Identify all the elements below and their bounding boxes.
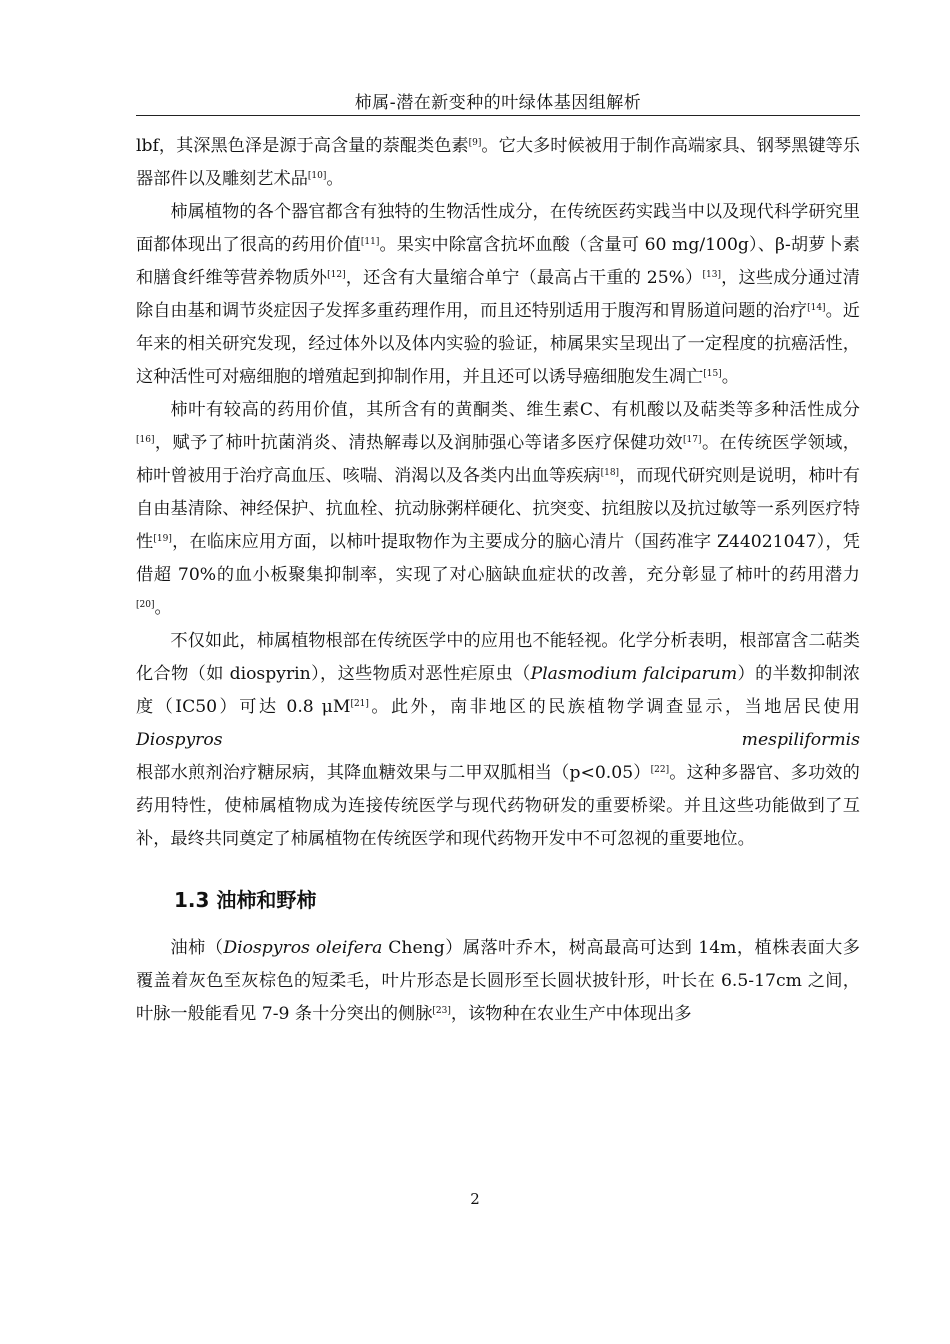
text-run: 。果实中除富含抗坏血酸（含量可 60 mg/100g）、β-胡萝卜素和膳食纤维等营养物质外	[136, 235, 860, 288]
text-run: 柿属植物的各个器官都含有独特的生物活性成分，在传统医药实践当中以及现代科学研究里面都体现出了很高的药用价值	[136, 202, 860, 255]
text-run: 根部水煎剂治疗糖尿病，其降血糖效果与二甲双胍相当（p<0.05）	[136, 763, 651, 783]
species-name: Diospyros oleifera	[223, 938, 383, 958]
citation-marker: [9]	[468, 138, 482, 148]
citation-marker: [23]	[432, 1006, 451, 1016]
body-paragraph	[136, 625, 860, 856]
page-number: 2	[470, 1190, 480, 1208]
species-name: Diospyros mespiliformis	[136, 730, 860, 750]
text-run: ，在临床应用方面，以柿叶提取物作为主要成分的脑心清片（国药准字 Z44021047），凭借超 70%的血小板聚集抑制率，实现了对心脑缺血症状的改善，充分彰显了柿叶的药用潜力	[136, 532, 860, 585]
text-run: ，还含有大量缩合单宁（最高占干重的 25%）	[345, 268, 703, 288]
text-run: 。这种多器官、多功效的药用特性，使柿属植物成为连接传统医学与现代药物研发的重要桥梁。并且这些功能做到了互补，最终共同奠定了柿属植物在传统医学和现代药物开发中不可忽视的重要地位。	[136, 763, 860, 849]
text-run: 。它大多时候被用于制作高端家具、钢琴黑键等乐器部件以及雕刻艺术品	[136, 136, 860, 189]
text-run: 。	[326, 169, 344, 189]
body-paragraph	[136, 394, 860, 625]
text-run: 柿叶有较高的药用价值，其所含有的黄酮类、维生素C、有机酸以及萜类等多种活性成分	[170, 400, 860, 420]
citation-marker: [20]	[136, 600, 155, 610]
body-paragraph	[136, 932, 860, 1031]
citation-marker: [21]	[350, 699, 369, 709]
text-run: lbf，其深黑色泽是源于高含量的萘醌类色素	[136, 136, 469, 156]
page-body	[136, 130, 860, 1031]
citation-marker: [15]	[703, 369, 722, 379]
citation-marker: [19]	[153, 534, 172, 544]
citation-marker: [14]	[807, 303, 826, 313]
text-run: ，而现代研究则是说明，柿叶有自由基清除、神经保护、抗血栓、抗动脉粥样硬化、抗突变、抗组胺以及抗过敏等一系列医疗特性	[136, 466, 860, 552]
text-run: 。	[154, 598, 172, 618]
body-paragraph	[136, 130, 860, 196]
text-run: ）的半数抑制浓度（IC50）可达 0.8 μM	[136, 664, 860, 717]
body-paragraph	[136, 196, 860, 394]
text-run: 。此外，南非地区的民族植物学调查显示，当地居民使用	[368, 697, 860, 717]
text-run: Cheng）属落叶乔木，树高最高可达到 14m，植株表面大多覆盖着灰色至灰棕色的短柔毛，叶片形态是长圆形至长圆状披针形，叶长在 6.5-17cm 之间，叶脉一般能看见 7-9 条十分突出的侧脉	[136, 938, 860, 1024]
text-run: ，这些成分通过清除自由基和调节炎症因子发挥多重药理作用，而且还特别适用于腹泻和胃肠道问题的治疗	[136, 268, 860, 321]
text-run: 。在传统医学领域，柿叶曾被用于治疗高血压、咳喘、消渴以及各类内出血等疾病	[136, 433, 860, 486]
section-heading: 1.3 油柿和野柿	[174, 888, 317, 912]
text-run: ，赋予了柿叶抗菌消炎、清热解毒以及润肺强心等诸多医疗保健功效	[154, 433, 684, 453]
header-rule	[136, 115, 860, 116]
citation-marker: [10]	[307, 171, 327, 181]
text-run: 。	[721, 367, 739, 387]
paragraph-group-section	[136, 932, 860, 1031]
species-name: Plasmodium falciparum	[530, 664, 738, 684]
text-run: ，该物种在农业生产中体现出多	[450, 1004, 692, 1024]
text-run: 油柿（	[170, 938, 224, 958]
citation-marker: [17]	[683, 435, 702, 445]
citation-marker: [13]	[702, 270, 721, 280]
citation-marker: [18]	[600, 468, 620, 478]
citation-marker: [12]	[327, 270, 346, 280]
running-header: 柿属-潜在新变种的叶绿体基因组解析	[354, 93, 642, 113]
text-run: 。近年来的相关研究发现，经过体外以及体内实验的验证，柿属果实呈现出了一定程度的抗癌活性，这种活性可对癌细胞的增殖起到抑制作用，并且还可以诱导癌细胞发生凋亡	[136, 301, 860, 387]
citation-marker: [22]	[650, 765, 670, 775]
paragraph-group-main	[136, 130, 860, 856]
text-run: 不仅如此，柿属植物根部在传统医学中的应用也不能轻视。化学分析表明，根部富含二萜类化合物（如 diospyrin），这些物质对恶性疟原虫（	[136, 631, 860, 684]
citation-marker: [16]	[136, 435, 155, 445]
citation-marker: [11]	[360, 237, 380, 247]
